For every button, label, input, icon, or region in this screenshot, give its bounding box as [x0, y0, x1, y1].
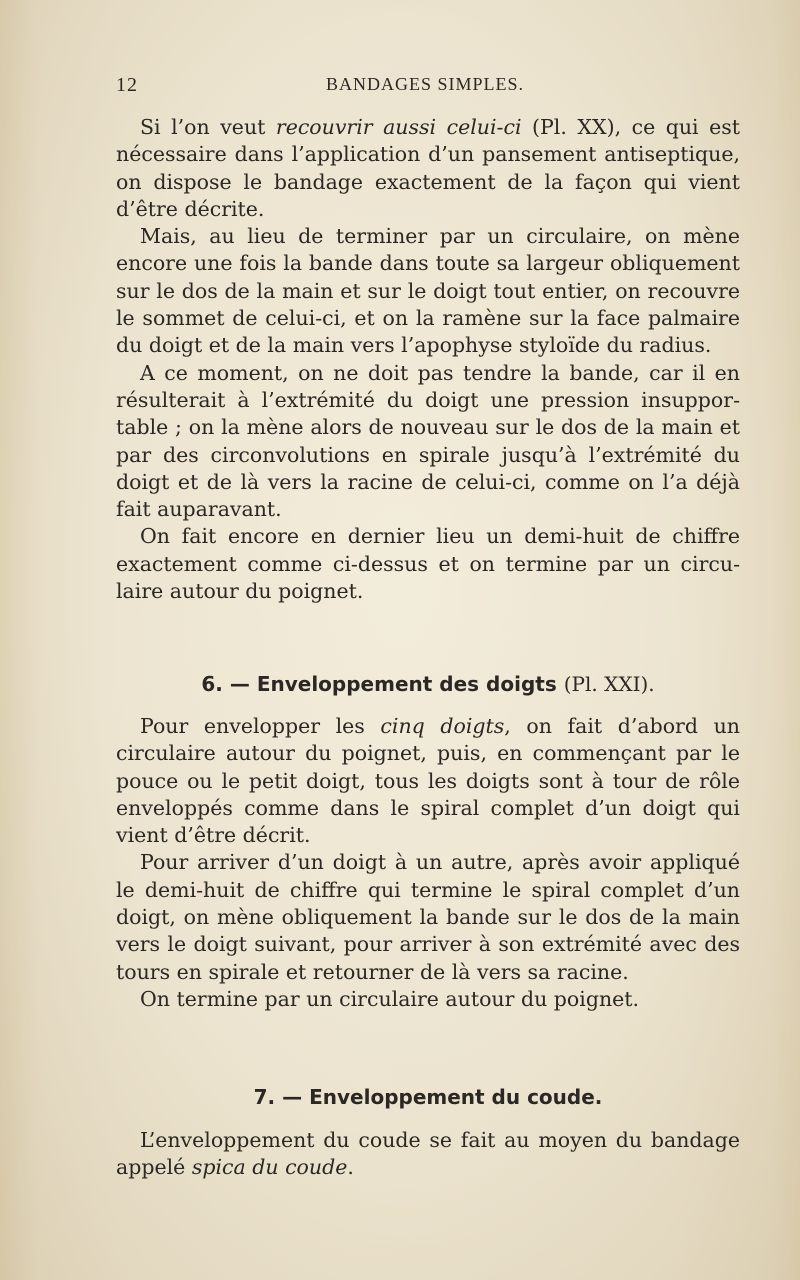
page-number: 12 — [116, 74, 138, 96]
paragraph: Pour arriver d’un doigt à un autre, après avoir appliqué le demi-huit de chiffre qui termine le spiral complet d’un doigt, on mène obliquement la bande sur le dos de la main vers le doigt suivant, pour arriver à son extrémité avec des tours en spirale et retourner de là vers sa racine. — [116, 850, 740, 984]
paragraph: L’enveloppement du coude se fait au moyen du bandage appelé spica du coude. — [116, 1128, 740, 1180]
italic-phrase: cinq doigts — [380, 714, 505, 738]
section-7-heading — [116, 1085, 740, 1110]
section-6-heading — [116, 672, 740, 697]
paragraph: On fait encore en dernier lieu un demi-huit de chiffre exactement comme ci-dessus et on termine par un circulaire autour du poignet. — [116, 524, 740, 604]
running-head: BANDAGES SIMPLES. — [326, 74, 525, 94]
section-7-text — [116, 1127, 740, 1182]
italic-phrase: spica du coude — [191, 1155, 348, 1180]
paragraph: Si l’on veut recouvrir aussi celui-ci (Pl. XX), ce qui est nécessaire dans l’application d’un pansement antiseptique, on dispose le bandage exactement de la façon qui vient d’être décrite. — [116, 115, 740, 221]
section-title: Enveloppement du coude. — [309, 1085, 603, 1109]
section-6-text — [116, 713, 740, 1013]
plate-reference: (Pl. XXI). — [563, 672, 655, 696]
intro-text — [116, 114, 740, 605]
paragraph: Mais, au lieu de terminer par un circulaire, on mène encore une fois la bande dans toute sa largeur obliquement sur le dos de la main et sur le doigt tout entier, on recouvre le sommet de celui-ci, et on la ramène sur la face palmaire du doigt et de la main vers l’apophyse styloïde du radius. — [116, 224, 740, 358]
paragraph: On termine par un circulaire autour du poignet. — [140, 986, 640, 1011]
paragraph: Pour envelopper les cinq doigts, on fait d’abord un circulaire autour du poignet, puis, en commençant par le pouce ou le petit doigt, tous les doigts sont à tour de rôle enveloppés comme dans le spiral complet d’un doigt qui vient d’être décrit. — [116, 714, 740, 848]
paragraph: A ce moment, on ne doit pas tendre la bande, car il en résulterait à l’extrémité du doigt une pression insupportable ; on la mène alors de nouveau sur le dos de la main et par des circonvolutions en spirale jusqu’à l’extrémité du doigt et de là vers la racine de celui-ci, comme on l’a déjà fait auparavant. — [116, 360, 740, 522]
page-header — [116, 74, 740, 102]
italic-phrase: recouvrir aussi celui-ci — [275, 115, 522, 139]
section-title: Enveloppement des doigts — [256, 672, 557, 696]
section-number: 7. — — [253, 1085, 303, 1109]
section-number: 6. — — [201, 672, 250, 696]
